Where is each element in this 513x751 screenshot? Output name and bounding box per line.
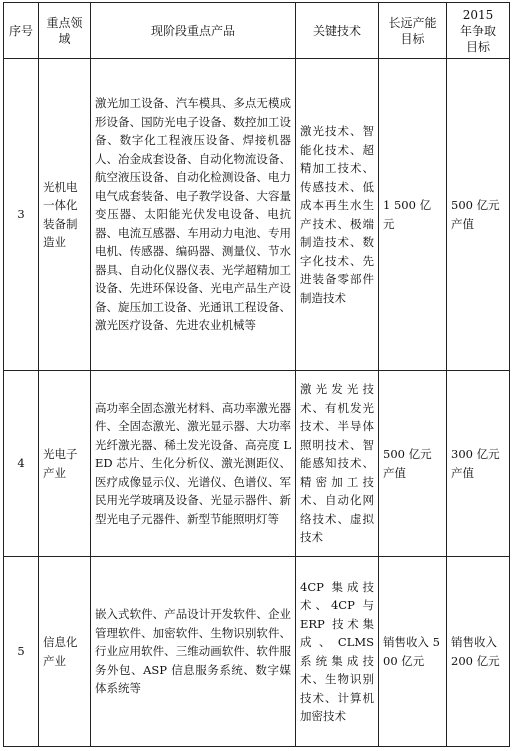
row-long-goal: 销售收入 500 亿元 [379,557,447,747]
header-long-goal: 长远产能目标 [379,3,447,59]
header-no: 序号 [4,3,39,59]
row-goal-2015: 销售收入 200 亿元 [447,557,510,747]
table-row [4,371,510,557]
row-field: 光电子产业 [39,371,91,557]
row-tech: 激光发光技术、有机发光技术、半导体照明技术、智能感知技术、精密加工技术、自动化网络技术、虚拟技术 [296,371,379,557]
row-products: 激光加工设备、汽车模具、多点无模成形设备、国防光电子设备、数控加工设备、数字化工程液压设备、焊接机器人、冶金成套设备、自动化物流设备、航空液压设备、自动化检测设备、电力电气成套装备、电子教学设备、大容量变压器、太阳能光伏发电设备、电抗器、电流互感器、车用动力电池、专用电机、传感器、编码器、测量仪、节水器具、自动化仪器仪表、光学超精加工设备、先进环保设备、光电产品生产设备、旋压加工设备、光通讯工程设备、激光医疗设备、先进农业机械等 [91,59,296,371]
header-tech: 关键技术 [296,3,379,59]
table-header-row [4,3,510,59]
header-goal-2015: 2015 年争取目标 [447,3,510,59]
row-field: 光机电一体化装备制造业 [39,59,91,371]
row-goal-2015: 300 亿元产值 [447,371,510,557]
row-field: 信息化产业 [39,557,91,747]
row-long-goal: 500 亿元产值 [379,371,447,557]
row-products: 嵌入式软件、产品设计开发软件、企业管理软件、加密软件、生物识别软件、行业应用软件、三维动画软件、软件服务外包、ASP 信息服务系统、数字媒体系统等 [91,557,296,747]
row-tech: 激光技术、智能化技术、超精加工技术、传感技术、低成本再生水生产技术、极端制造技术、数字化技术、先进装备零部件制造技术 [296,59,379,371]
header-products: 现阶段重点产品 [91,3,296,59]
row-goal-2015: 500 亿元产值 [447,59,510,371]
table-row [4,59,510,371]
row-number: 3 [4,59,39,371]
row-number: 5 [4,557,39,747]
row-products: 高功率全固态激光材料、高功率激光器件、全固态激光、激光显示器、大功率光纤激光器、稀土发光设备、高亮度 LED 芯片、生化分析仪、激光测距仪、医疗成像显示仪、光谱仪、色谱仪、军民用光学玻璃及设备、光显示器件、新型光电子元器件、新型节能照明灯等 [91,371,296,557]
table-row [4,557,510,747]
row-long-goal: 1 500 亿元 [379,59,447,371]
industry-table [3,2,510,747]
row-tech: 4CP 集成技术、4CP 与 ERP 技术集成、CLMS 系统集成技术、生物识别技术、计算机加密技术 [296,557,379,747]
row-number: 4 [4,371,39,557]
header-field: 重点领域 [39,3,91,59]
